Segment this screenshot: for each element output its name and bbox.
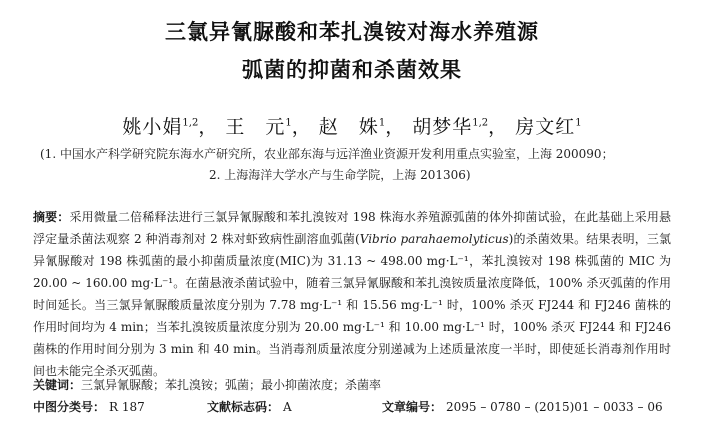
author (515, 116, 581, 138)
author-list: 姚小娟$^{1,2}$， 王 元$^1$， 赵 姝$^1$， 胡梦华$^{1,2}$， 房文红$^1$ (122, 116, 582, 138)
clc-number (33, 398, 145, 415)
species-name: Vibrio parahaemolyticus (359, 232, 509, 246)
author (412, 116, 488, 138)
author-name: 姚小娟 (122, 116, 183, 138)
keywords-text: 三氯异氰脲酸；苯扎溴铵；弧菌；最小抑菌浓度；杀菌率 (81, 378, 382, 392)
clc-value: R 187 (109, 400, 145, 414)
article-number-label: 文章编号： (382, 400, 443, 414)
author-name: 胡梦华 (412, 116, 473, 138)
author-affiliation-mark: 1,2 (472, 117, 489, 129)
keywords (33, 376, 381, 393)
abstract-text: 采用微量二倍稀释法进行三氯异氰脲酸和苯扎溴铵对 198 株海水养殖源弧菌的体外抑菌试验，在此基础上采用悬浮定量杀菌法观察 2 种消毒剂对 2 株对虾致病性副溶血弧菌( (33, 210, 671, 246)
author-name: 赵 姝 (318, 116, 379, 138)
abstract-label: 摘要： (33, 210, 70, 224)
author-name: 房文红 (515, 116, 576, 138)
abstract (33, 206, 671, 382)
document-code-label: 文献标志码： (207, 400, 280, 414)
keywords-label: 关键词： (33, 378, 82, 392)
author-name: 王 元 (225, 116, 286, 138)
clc-label: 中图分类号： (33, 400, 106, 414)
document-code-value: A (283, 400, 292, 414)
author (225, 116, 291, 138)
abstract-text-continued: )的杀菌效果。结果表明，三氯异氰脲酸对 198 株弧菌的最小抑菌质量浓度(MIC)为 31.13 ~ 498.00 mg·L⁻¹，苯扎溴铵对 198 株弧菌的 MIC 为 20.00 ~ 160.00 mg·L⁻¹。在菌悬液杀菌试验中，随着三氯异氰脲酸和苯扎溴铵质量浓度降低，100% 杀灭弧菌的作用时间延长。当三氯异氰脲酸质量浓度分别为 7.78 mg·L⁻¹ 和 15.56 mg·L⁻¹ 时，100% 杀灭 FJ244 和 FJ246 菌株的作用时间均为 4 min；当苯扎溴铵质量浓度分别为 20.00 mg·L⁻¹ 和 10.00 mg·L⁻¹ 时，100% 杀灭 FJ244 和 FJ246 菌株的作用时间分别为 3 min 和 40 min。当消毒剂质量浓度分别递减为上述质量浓度一半时，即使延长消毒剂作用时间也未能完全杀灭弧菌。 (33, 232, 671, 378)
author-affiliation-mark: 1 (378, 117, 386, 129)
article-number-value: 2095 – 0780 – (2015)01 – 0033 – 06 (446, 400, 663, 414)
author (122, 116, 198, 138)
article-number (382, 398, 663, 415)
author-affiliation-mark: 1,2 (182, 117, 199, 129)
author-affiliation-mark: 1 (575, 117, 582, 129)
document-code (207, 398, 292, 415)
paper-title-line-2: 弧菌的抑菌和杀菌效果 (242, 58, 462, 82)
affiliation-line-1: (1. 中国水产科学研究院东海水产研究所，农业部东海与远洋渔业资源开发利用重点实验室，上海 200090； (40, 147, 614, 161)
affiliation-line-2: 2. 上海海洋大学水产与生命学院，上海 201306) (209, 168, 471, 182)
author-affiliation-mark: 1 (285, 117, 292, 129)
author (319, 116, 385, 138)
paper-title-line-1: 三氯异氰脲酸和苯扎溴铵对海水养殖源 (165, 20, 539, 44)
